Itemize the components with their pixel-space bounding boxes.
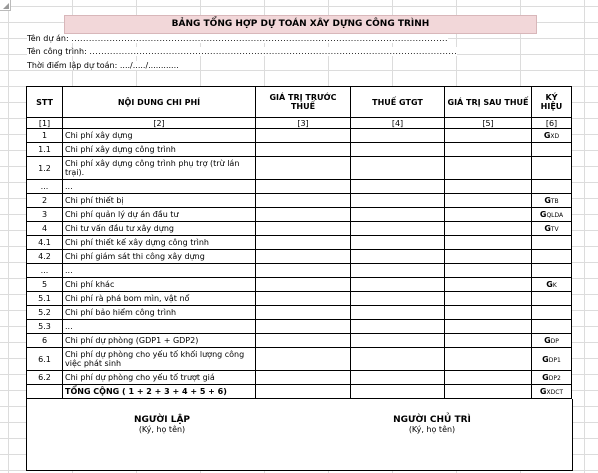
work-name-line [27, 47, 457, 56]
symbol-subscript: TB [550, 198, 559, 205]
index-cell[interactable]: [2] [63, 118, 256, 129]
work-name-label: Tên công trình: [27, 47, 87, 56]
vat-cell[interactable] [351, 157, 445, 180]
after-tax-cell[interactable] [445, 143, 532, 157]
before-tax-cell[interactable] [256, 371, 351, 385]
table-row [27, 348, 572, 371]
work-name-placeholder[interactable]: ............................................................................................................................. [89, 47, 458, 56]
symbol-cell[interactable] [532, 157, 572, 180]
before-tax-cell[interactable] [256, 250, 351, 264]
after-tax-cell[interactable] [445, 129, 532, 143]
symbol-subscript: DP [550, 338, 559, 345]
symbol-cell[interactable] [532, 371, 572, 385]
vat-cell[interactable] [351, 208, 445, 222]
before-tax-cell[interactable] [256, 180, 351, 194]
after-tax-cell[interactable] [445, 385, 532, 399]
stt-cell[interactable]: 4 [27, 222, 63, 236]
stt-cell[interactable]: 1.2 [27, 157, 63, 180]
content-cell[interactable]: Chi phí dự phòng cho yếu tố trượt giá [63, 371, 256, 385]
symbol-cell[interactable] [532, 222, 572, 236]
vat-cell[interactable] [351, 292, 445, 306]
content-cell[interactable]: Chi phí bảo hiểm công trình [63, 306, 256, 320]
table-row [27, 292, 572, 306]
vat-cell[interactable] [351, 236, 445, 250]
stt-cell[interactable]: 2 [27, 194, 63, 208]
total-row [27, 385, 572, 399]
content-cell[interactable]: Chi phí dự phòng (GDP1 + GDP2) [63, 334, 256, 348]
stt-cell[interactable]: 5.3 [27, 320, 63, 334]
content-cell[interactable]: Chi phí giám sát thi công xây dựng [63, 250, 256, 264]
table-row [27, 250, 572, 264]
before-tax-cell[interactable] [256, 129, 351, 143]
table-row [27, 306, 572, 320]
header-content[interactable]: NỘI DUNG CHI PHÍ [63, 87, 256, 118]
symbol-cell[interactable] [532, 143, 572, 157]
vat-cell[interactable] [351, 250, 445, 264]
stt-cell[interactable]: 4.1 [27, 236, 63, 250]
table-row [27, 180, 572, 194]
before-tax-cell[interactable] [256, 292, 351, 306]
after-tax-cell[interactable] [445, 371, 532, 385]
chief-signature [357, 415, 507, 434]
header-vat[interactable]: THUẾ GTGT [351, 87, 445, 118]
symbol-subscript: TV [550, 226, 559, 233]
before-tax-cell[interactable] [256, 222, 351, 236]
header-before-tax[interactable]: GIÁ TRỊ TRƯỚC THUẾ [256, 87, 351, 118]
vat-cell[interactable] [351, 320, 445, 334]
signature-area [26, 399, 573, 471]
symbol-cell[interactable] [532, 292, 572, 306]
symbol-cell[interactable] [532, 320, 572, 334]
after-tax-cell[interactable] [445, 180, 532, 194]
table-row [27, 278, 572, 292]
content-cell[interactable]: ... [63, 320, 256, 334]
symbol-cell[interactable] [532, 129, 572, 143]
before-tax-cell[interactable] [256, 264, 351, 278]
table-row [27, 371, 572, 385]
stt-cell[interactable]: 5.1 [27, 292, 63, 306]
table-row [27, 222, 572, 236]
estimate-time-label: Thời điểm lập dự toán: [27, 61, 118, 70]
after-tax-cell[interactable] [445, 236, 532, 250]
table-row [27, 129, 572, 143]
symbol-letter: G [546, 280, 553, 289]
stt-cell[interactable]: ... [27, 180, 63, 194]
symbol-subscript: DP2 [548, 375, 561, 382]
symbol-letter: G [544, 196, 551, 205]
stt-cell[interactable]: 4.2 [27, 250, 63, 264]
symbol-cell[interactable] [532, 194, 572, 208]
column-index-row [27, 118, 572, 129]
after-tax-cell[interactable] [445, 264, 532, 278]
before-tax-cell[interactable] [256, 320, 351, 334]
table-row [27, 236, 572, 250]
vat-cell[interactable] [351, 180, 445, 194]
after-tax-cell[interactable] [445, 157, 532, 180]
content-cell[interactable]: ... [63, 264, 256, 278]
symbol-cell[interactable] [532, 208, 572, 222]
vat-cell[interactable] [351, 194, 445, 208]
after-tax-cell[interactable] [445, 334, 532, 348]
symbol-cell[interactable] [532, 306, 572, 320]
symbol-cell[interactable] [532, 180, 572, 194]
symbol-subscript: QLDA [546, 212, 564, 219]
symbol-letter: G [539, 210, 547, 219]
symbol-cell[interactable] [532, 278, 572, 292]
content-cell[interactable]: Chi phí xây dựng công trình [63, 143, 256, 157]
document-title: BẢNG TỔNG HỢP DỰ TOÁN XÂY DỰNG CÔNG TRÌNH [64, 15, 537, 34]
header-after-tax[interactable]: GIÁ TRỊ SAU THUẾ [445, 87, 532, 118]
after-tax-cell[interactable] [445, 208, 532, 222]
project-name-line [27, 34, 448, 43]
project-name-placeholder[interactable]: ................................................................................................................................ [71, 34, 448, 43]
stt-cell[interactable]: 5.2 [27, 306, 63, 320]
vat-cell[interactable] [351, 385, 445, 399]
content-cell[interactable]: Chi phí thiết kế xây dựng công trình [63, 236, 256, 250]
stt-cell[interactable]: 1.1 [27, 143, 63, 157]
after-tax-cell[interactable] [445, 278, 532, 292]
vat-cell[interactable] [351, 278, 445, 292]
before-tax-cell[interactable] [256, 385, 351, 399]
cost-summary-table [26, 86, 572, 399]
symbol-subscript: DP1 [548, 356, 561, 364]
content-cell[interactable]: Chi phí xây dựng công trình phụ trợ (trừ lán trại). [63, 157, 256, 180]
symbol-letter: G [542, 354, 549, 364]
index-cell[interactable]: [6] [532, 118, 572, 129]
before-tax-cell[interactable] [256, 194, 351, 208]
project-name-label: Tên dự án: [27, 34, 69, 43]
content-cell[interactable]: Chi phí dự phòng cho yếu tố khối lượng công việc phát sinh [63, 348, 256, 371]
table-row [27, 334, 572, 348]
table-row [27, 194, 572, 208]
vat-cell[interactable] [351, 334, 445, 348]
table-row [27, 143, 572, 157]
vat-cell[interactable] [351, 222, 445, 236]
after-tax-cell[interactable] [445, 194, 532, 208]
symbol-cell[interactable] [532, 348, 572, 371]
before-tax-cell[interactable] [256, 348, 351, 371]
chief-note: (Ký, họ tên) [408, 425, 456, 434]
before-tax-cell[interactable] [256, 157, 351, 180]
symbol-letter: G [542, 373, 549, 382]
estimate-time-line [27, 61, 179, 70]
symbol-cell[interactable] [532, 250, 572, 264]
before-tax-cell[interactable] [256, 236, 351, 250]
before-tax-cell[interactable] [256, 278, 351, 292]
stt-cell[interactable]: 3 [27, 208, 63, 222]
symbol-cell[interactable] [532, 264, 572, 278]
header-stt[interactable]: STT [27, 87, 63, 118]
select-all-corner[interactable] [0, 0, 11, 11]
after-tax-cell[interactable] [445, 222, 532, 236]
stt-cell[interactable]: ... [27, 264, 63, 278]
stt-cell[interactable]: 6.1 [27, 348, 63, 371]
after-tax-cell[interactable] [445, 320, 532, 334]
vat-cell[interactable] [351, 348, 445, 371]
preparer-title: NGƯỜI LẬP [133, 415, 191, 425]
header-symbol[interactable]: KÝ HIỆU [532, 87, 572, 118]
before-tax-cell[interactable] [256, 306, 351, 320]
symbol-letter: G [539, 387, 547, 396]
index-cell[interactable]: [4] [351, 118, 445, 129]
symbol-letter: G [543, 131, 551, 140]
symbol-subscript: XDCT [546, 389, 564, 396]
content-cell[interactable]: Chi phí khác [63, 278, 256, 292]
after-tax-cell[interactable] [445, 348, 532, 371]
symbol-subscript: K [552, 282, 557, 289]
symbol-letter: G [544, 336, 551, 345]
vat-cell[interactable] [351, 371, 445, 385]
after-tax-cell[interactable] [445, 250, 532, 264]
stt-cell[interactable]: 5 [27, 278, 63, 292]
stt-cell[interactable] [27, 385, 63, 399]
after-tax-cell[interactable] [445, 292, 532, 306]
stt-cell[interactable]: 6.2 [27, 371, 63, 385]
vat-cell[interactable] [351, 143, 445, 157]
table-row [27, 208, 572, 222]
vat-cell[interactable] [351, 129, 445, 143]
chief-title: NGƯỜI CHỦ TRÌ [393, 415, 471, 425]
index-cell[interactable]: [5] [445, 118, 532, 129]
stt-cell[interactable]: 1 [27, 129, 63, 143]
content-cell[interactable]: Chi phí rà phá bom mìn, vật nổ [63, 292, 256, 306]
table-header-row [27, 87, 572, 118]
before-tax-cell[interactable] [256, 334, 351, 348]
preparer-note: (Ký, họ tên) [138, 425, 186, 434]
table-row [27, 264, 572, 278]
vat-cell[interactable] [351, 264, 445, 278]
content-cell[interactable]: Chi tư vấn đầu tư xây dựng [63, 222, 256, 236]
content-cell[interactable]: ... [63, 180, 256, 194]
before-tax-cell[interactable] [256, 208, 351, 222]
symbol-cell[interactable] [532, 334, 572, 348]
symbol-letter: G [544, 224, 551, 233]
after-tax-cell[interactable] [445, 306, 532, 320]
before-tax-cell[interactable] [256, 143, 351, 157]
symbol-subscript: XD [550, 133, 560, 140]
estimate-time-value[interactable]: ..../...../............ [119, 61, 179, 70]
content-cell[interactable]: Chi phí xây dựng [63, 129, 256, 143]
table-row [27, 157, 572, 180]
index-cell[interactable]: [3] [256, 118, 351, 129]
content-cell[interactable]: Chi phí thiết bị [63, 194, 256, 208]
content-cell[interactable]: Chi phí quản lý dự án đầu tư [63, 208, 256, 222]
symbol-cell[interactable] [532, 385, 572, 399]
index-cell[interactable]: [1] [27, 118, 63, 129]
table-row [27, 320, 572, 334]
total-label[interactable]: TỔNG CỘNG ( 1 + 2 + 3 + 4 + 5 + 6) [63, 385, 256, 399]
stt-cell[interactable]: 6 [27, 334, 63, 348]
symbol-cell[interactable] [532, 236, 572, 250]
preparer-signature [87, 415, 237, 434]
vat-cell[interactable] [351, 306, 445, 320]
